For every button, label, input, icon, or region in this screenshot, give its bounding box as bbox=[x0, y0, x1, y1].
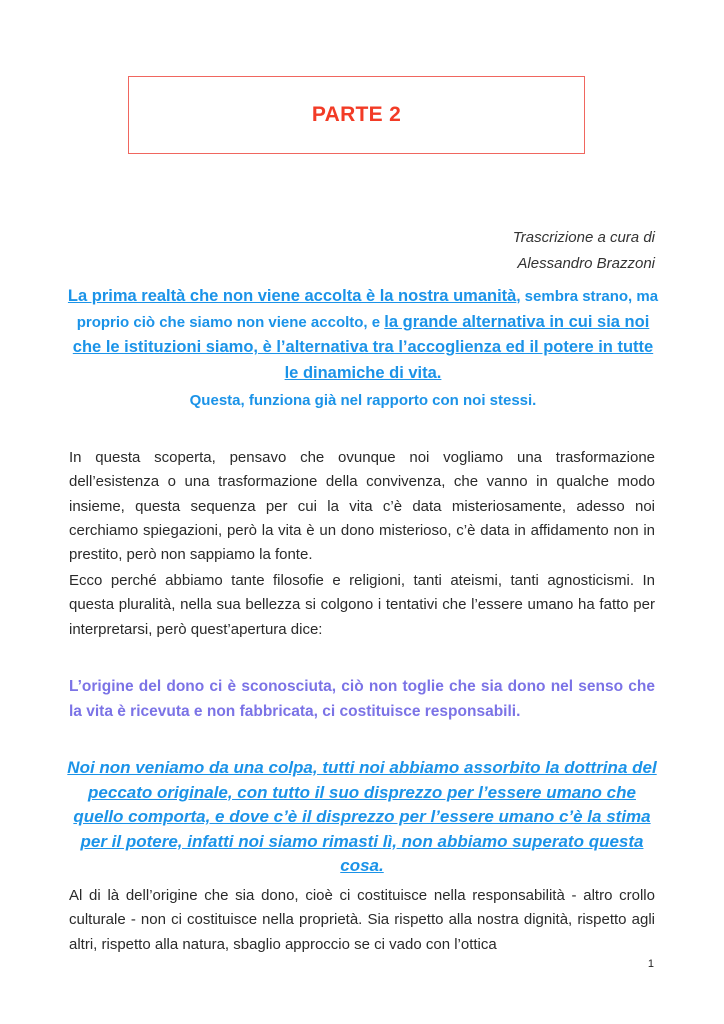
intro-closing: Questa, funziona già nel rapporto con noi stessi. bbox=[189, 392, 537, 409]
page-title: PARTE 2 bbox=[311, 103, 402, 126]
title-box bbox=[128, 76, 585, 154]
body-paragraph-2: Ecco perché abbiamo tante filosofie e religioni, tanti ateismi, tanti agnosticismi. In questa pluralità, nella sua bellezza si colgono i tentativi che l’essere umano ha fatto per interpretarsi, però quest’apertura dice: bbox=[69, 572, 655, 638]
credit-line-1: Trascrizione a cura di bbox=[512, 229, 655, 246]
intro-underlined-alternative: la grande alternativa in cui sia noi che le istituzioni siamo, è l’alternativa tra l’accoglienza ed il potere in tutte le dinamiche di vita. bbox=[72, 312, 654, 382]
intro-middle: , sembra strano, ma proprio ciò che siamo non viene accolto, e bbox=[76, 288, 659, 331]
page-number: 1 bbox=[647, 958, 654, 970]
body-paragraph-3: Al di là dell’origine che sia dono, cioè ci costituisce nella responsabilità - altro crollo culturale - non ci costituisce nella proprietà. Sia rispetto alla nostra dignità, rispetto agli altri, rispetto alla natura, sbaglio approccio se ci vado con l’ottica bbox=[69, 887, 655, 953]
intro-paragraph bbox=[66, 284, 660, 386]
body-paragraph-1: In questa scoperta, pensavo che ovunque noi vogliamo una trasformazione dell’esistenza o una trasformazione della convivenza, che vanno in qualche modo insieme, questa sequenza per cui la vita c’è data misteriosamente, adesso noi cerchiamo spiegazioni, però la vita è un dono misterioso, c’è data in affidamento non in prestito, però non sappiamo la fonte. bbox=[69, 449, 655, 564]
intro-underlined-lead: La prima realtà che non viene accolta è la nostra umanità bbox=[67, 287, 517, 305]
credit-author: Alessandro Brazzoni bbox=[517, 255, 655, 272]
highlight-statement: L’origine del dono ci è sconosciuta, ciò non toglie che sia dono nel senso che la vita è ricevuta e non fabbricata, ci costituisce responsabili. bbox=[69, 678, 655, 720]
italic-quote: Noi non veniamo da una colpa, tutti noi abbiamo assorbito la dottrina del peccato originale, con tutto il suo disprezzo per l’essere umano che quello comporta, e dove c’è il disprezzo per l’essere umano c’è la stima per il potere, infatti noi siamo rimasti lì, non abbiamo superato questa cosa. bbox=[67, 758, 657, 875]
